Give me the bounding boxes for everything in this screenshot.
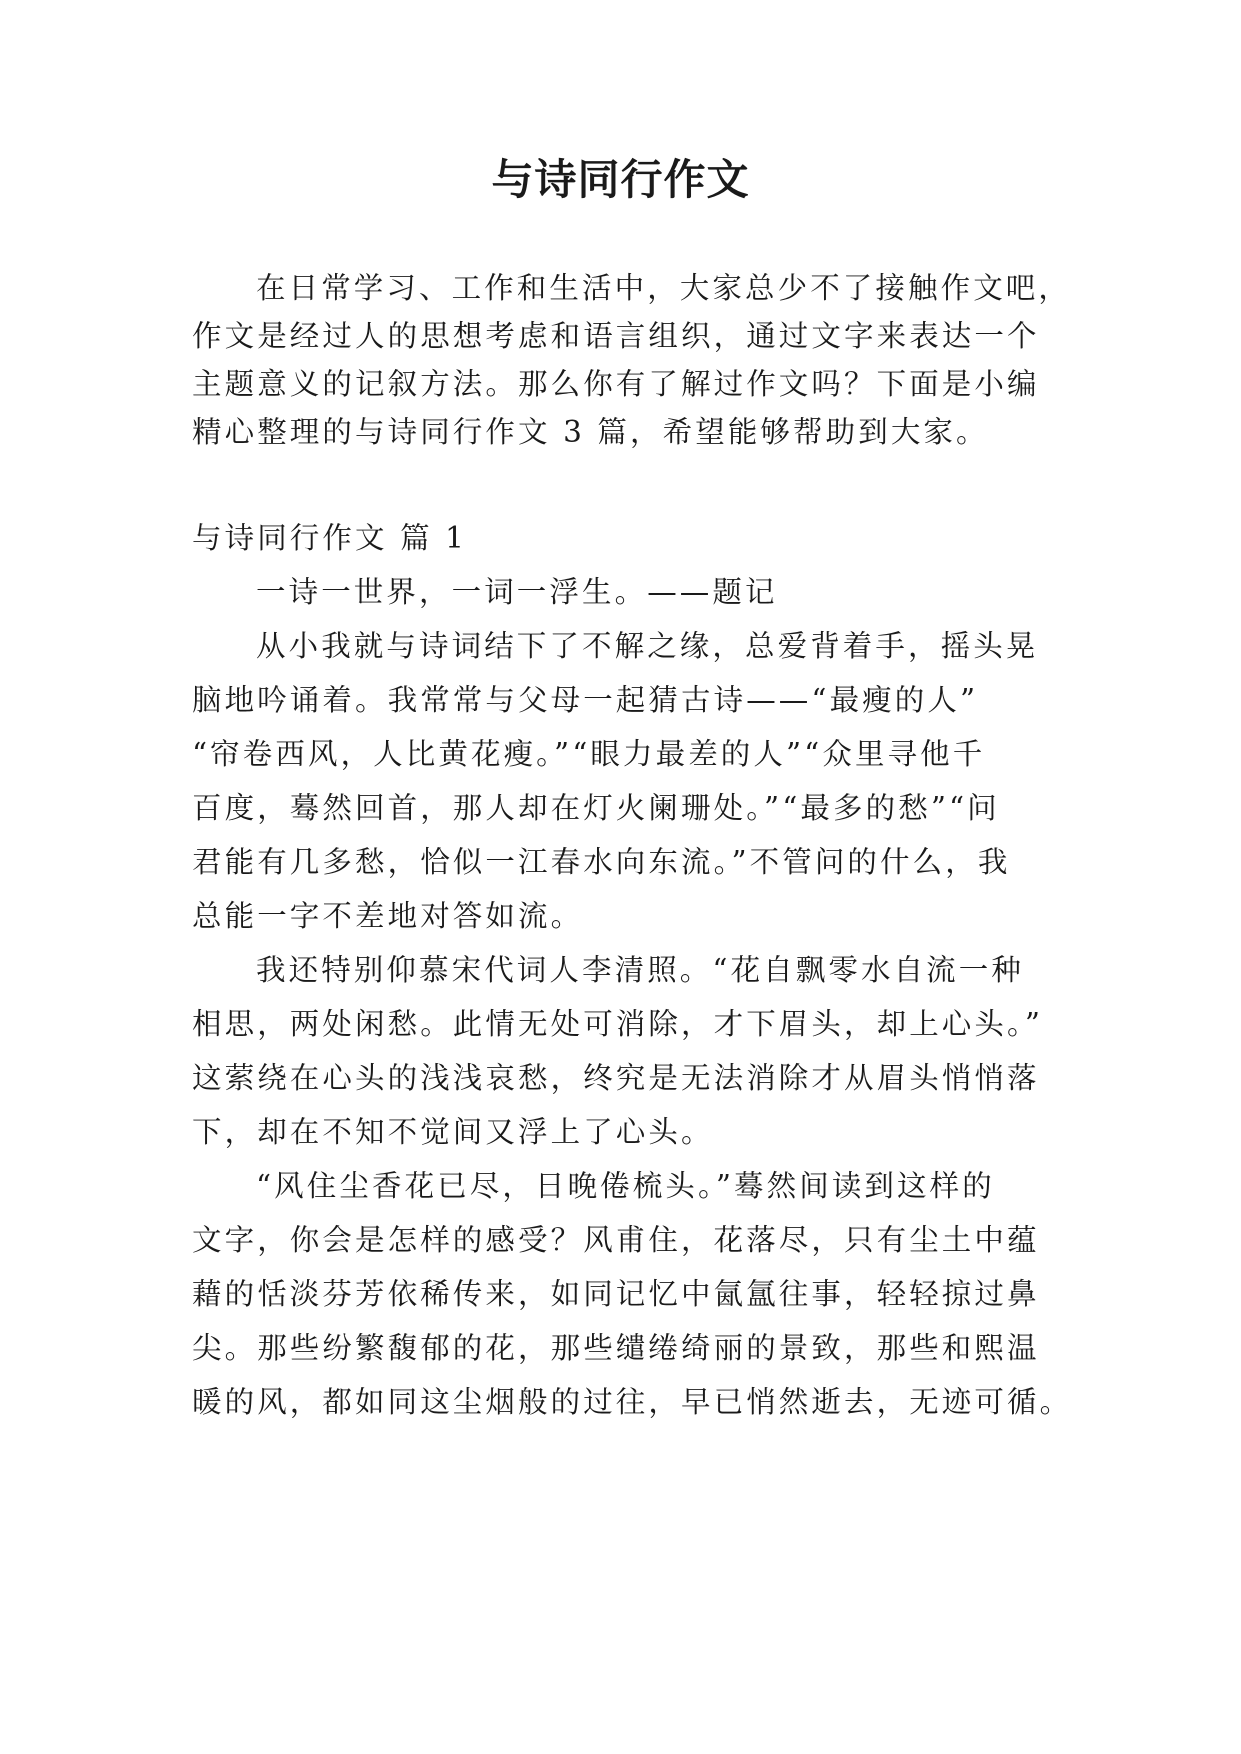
paragraph-line: “帘卷西风，人比黄花瘦。”“眼力最差的人”“众里寻他千 [192, 737, 986, 771]
paragraph-line: 君能有几多愁，恰似一江春水向东流。”不管问的什么，我 [192, 845, 1011, 879]
paragraph-line: 从小我就与诗词结下了不解之缘，总爱背着手，摇头晃 [256, 629, 1039, 663]
intro-line: 精心整理的与诗同行作文 3 篇，希望能够帮助到大家。 [192, 415, 989, 449]
section-heading: 与诗同行作文 篇 1 [192, 521, 468, 555]
paragraph-line: 总能一字不差地对答如流。 [192, 899, 584, 933]
intro-line: 主题意义的记叙方法。那么你有了解过作文吗？下面是小编 [192, 367, 1040, 401]
paragraph-line: “风住尘香花已尽，日晚倦梳头。”蓦然间读到这样的 [256, 1169, 995, 1203]
paragraph-line: 暖的风，都如同这尘烟般的过往，早已悄然逝去，无迹可循。 [192, 1385, 1073, 1419]
paragraph-line: 相思，两处闲愁。此情无处可消除，才下眉头，却上心头。” [192, 1007, 1044, 1041]
paragraph-line: 这萦绕在心头的浅浅哀愁，终究是无法消除才从眉头悄悄落 [192, 1061, 1040, 1095]
paragraph-line: 文字，你会是怎样的感受？风甫住，花落尽，只有尘土中蕴 [192, 1223, 1040, 1257]
document-title: 与诗同行作文 [491, 155, 750, 204]
epigraph: 一诗一世界，一词一浮生。——题记 [256, 575, 778, 609]
paragraph-line: 藉的恬淡芬芳依稀传来，如同记忆中氤氲往事，轻轻掠过鼻 [192, 1277, 1040, 1311]
paragraph-line: 脑地吟诵着。我常常与父母一起猜古诗——“最瘦的人” [192, 683, 979, 717]
paragraph-line: 尖。那些纷繁馥郁的花，那些缱绻绮丽的景致，那些和熙温 [192, 1331, 1040, 1365]
intro-line: 在日常学习、工作和生活中，大家总少不了接触作文吧， [256, 271, 1072, 305]
paragraph-line: 下，却在不知不觉间又浮上了心头。 [192, 1115, 714, 1149]
intro-line: 作文是经过人的思想考虑和语言组织，通过文字来表达一个 [192, 319, 1040, 353]
paragraph-line: 我还特别仰慕宋代词人李清照。“花自飘零水自流一种 [256, 953, 1024, 987]
paragraph-line: 百度，蓦然回首，那人却在灯火阑珊处。”“最多的愁”“问 [192, 791, 1000, 825]
